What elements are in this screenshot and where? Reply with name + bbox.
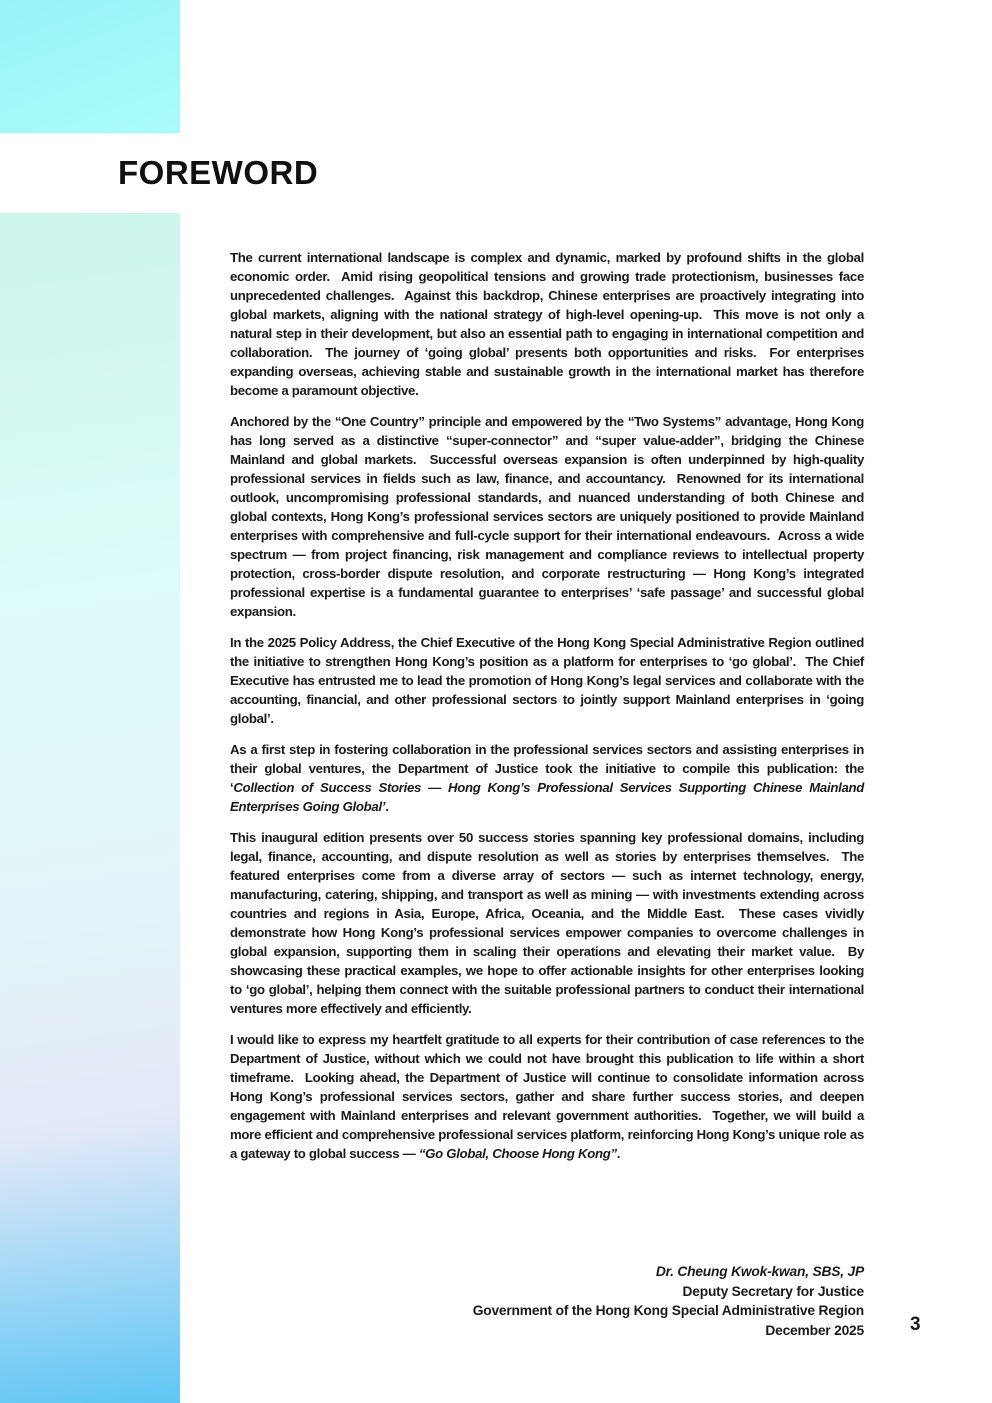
paragraph: I would like to express my heartfelt gratitude to all experts for their contribution of case references to the Department of Justice, without which we could not have brought this publication to life within a short timeframe. Looking ahead, the Department of Justice will continue to consolidate information across Hong Kong’s professional services sectors, gather and share further success stories, and deepen engagement with Mainland enterprises and relevant government authorities. Together, we will build a more efficient and comprehensive professional services platform, reinforcing Hong Kong’s unique role as a gateway to global success — “Go Global, Choose Hong Kong”. [230, 1032, 864, 1161]
decorative-cyan-block [0, 0, 180, 133]
decorative-gradient-sidebar [0, 213, 180, 1403]
paragraph: The current international landscape is complex and dynamic, marked by profound shifts in the global economic order. Amid rising geopolitical tensions and growing trade protectionism, businesses face unprecedented challenges. Against this backdrop, Chinese enterprises are proactively integrating into global markets, aligning with the national strategy of high-level opening-up. This move is not only a natural step in their development, but also an essential path to engaging in international competition and collaboration. The journey of ‘going global’ presents both opportunities and risks. For enterprises expanding overseas, achieving stable and sustainable growth in the international market has therefore become a paramount objective. [230, 250, 864, 398]
paragraph: As a first step in fostering collaboration in the professional services sectors and assisting enterprises in their global ventures, the Department of Justice took the initiative to compile this publication: the ‘Collection of Success Stories — Hong Kong’s Professional Services Supporting Chinese Mainland Enterprises Going Global’. [230, 742, 864, 814]
signature-block [244, 1262, 864, 1340]
signatory-name: Dr. Cheung Kwok-kwan, SBS, JP [655, 1264, 864, 1279]
signatory-organization: Government of the Hong Kong Special Administrative Region [472, 1303, 864, 1318]
signature-date: December 2025 [765, 1322, 864, 1338]
paragraph: Anchored by the “One Country” principle and empowered by the “Two Systems” advantage, Hong Kong has long served as a distinctive “super-connector” and “super value-adder”, bridging the Chinese Mainland and global markets. Successful overseas expansion is often underpinned by high-quality professional services in fields such as law, finance, and accountancy. Renowned for its international outlook, uncompromising professional standards, and nuanced understanding of both Chinese and global contexts, Hong Kong’s professional services sectors are uniquely positioned to provide Mainland enterprises with comprehensive and full-cycle support for their international endeavours. Across a wide spectrum — from project financing, risk management and compliance reviews to intellectual property protection, cross-border dispute resolution, and corporate restructuring — Hong Kong’s integrated professional expertise is a fundamental guarantee to enterprises’ ‘safe passage’ and successful global expansion. [230, 414, 864, 619]
signatory-title: Deputy Secretary for Justice [682, 1283, 864, 1299]
paragraph: In the 2025 Policy Address, the Chief Executive of the Hong Kong Special Administrative Region outlined the initiative to strengthen Hong Kong’s position as a platform for enterprises to ‘go global’. The Chief Executive has entrusted me to lead the promotion of Hong Kong’s legal services and collaborate with the accounting, financial, and other professional sectors to jointly support Mainland enterprises in ‘going global’. [230, 635, 864, 726]
paragraph: This inaugural edition presents over 50 success stories spanning key professional domains, including legal, finance, accounting, and dispute resolution as well as stories by enterprises themselves. The featured enterprises come from a diverse array of sectors — such as internet technology, energy, manufacturing, catering, shipping, and transport as well as mining — with investments extending across countries and regions in Asia, Europe, Africa, Oceania, and the Middle East. These cases vividly demonstrate how Hong Kong’s professional services empower companies to overcome challenges in global expansion, supporting them in scaling their operations and elevating their market value. By showcasing these practical examples, we hope to offer actionable insights for other enterprises looking to ‘go global’, helping them connect with the suitable professional partners to conduct their international ventures more effectively and efficiently. [230, 830, 864, 1016]
title-band [0, 133, 992, 213]
page-number: 3 [910, 1314, 921, 1335]
foreword-body [230, 248, 864, 1175]
page-title: FOREWORD [118, 154, 319, 191]
